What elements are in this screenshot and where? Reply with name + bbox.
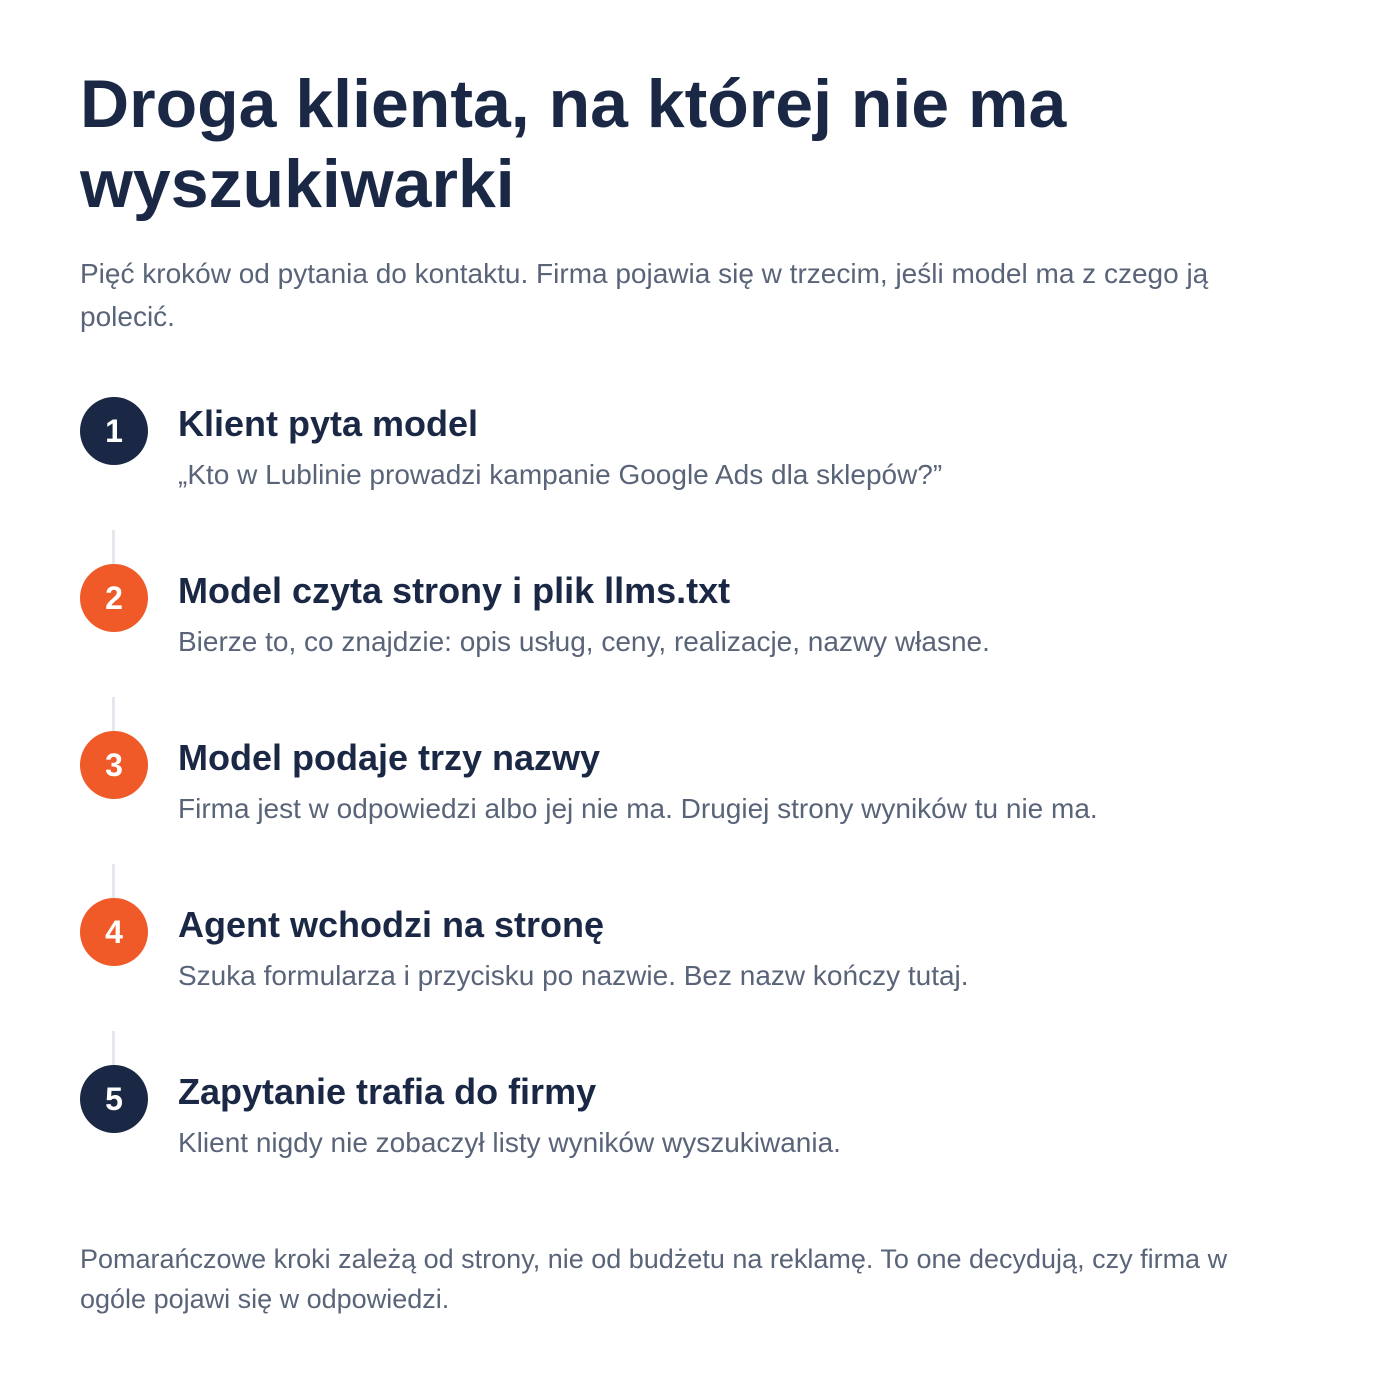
step-connector [112, 1031, 115, 1065]
step-5 [80, 1065, 1320, 1232]
step-3 [80, 731, 1320, 898]
step-number-badge: 4 [80, 898, 148, 966]
step-connector [112, 864, 115, 898]
step-number-badge: 2 [80, 564, 148, 632]
page-subtitle: Pięć kroków od pytania do kontaktu. Firma pojawia się w trzecim, jeśli model ma z czego ją polecić. [80, 258, 1209, 332]
steps-list [80, 397, 1320, 1232]
step-description: Klient nigdy nie zobaczył listy wyników wyszukiwania. [178, 1127, 841, 1158]
step-description: „Kto w Lublinie prowadzi kampanie Google Ads dla sklepów?” [178, 459, 943, 490]
step-4 [80, 898, 1320, 1065]
step-title: Model podaje trzy nazwy [178, 737, 601, 778]
step-title: Model czyta strony i plik llms.txt [178, 570, 731, 611]
step-title: Agent wchodzi na stronę [178, 904, 605, 945]
step-description: Bierze to, co znajdzie: opis usług, ceny, realizacje, nazwy własne. [178, 626, 990, 657]
step-description: Szuka formularza i przycisku po nazwie. Bez nazw kończy tutaj. [178, 960, 969, 991]
footnote: Pomarańczowe kroki zależą od strony, nie od budżetu na reklamę. To one decydują, czy firma w ogóle pojawi się w odpowiedzi. [80, 1244, 1228, 1314]
step-connector [112, 530, 115, 564]
step-number-badge: 5 [80, 1065, 148, 1133]
step-number-badge: 1 [80, 397, 148, 465]
step-1 [80, 397, 1320, 564]
step-title: Klient pyta model [178, 403, 479, 444]
step-2 [80, 564, 1320, 731]
page-title: Droga klienta, na której nie ma wyszukiwarki [80, 66, 1067, 222]
step-title: Zapytanie trafia do firmy [178, 1071, 597, 1112]
step-connector [112, 697, 115, 731]
step-number-badge: 3 [80, 731, 148, 799]
step-description: Firma jest w odpowiedzi albo jej nie ma. Drugiej strony wyników tu nie ma. [178, 793, 1098, 824]
